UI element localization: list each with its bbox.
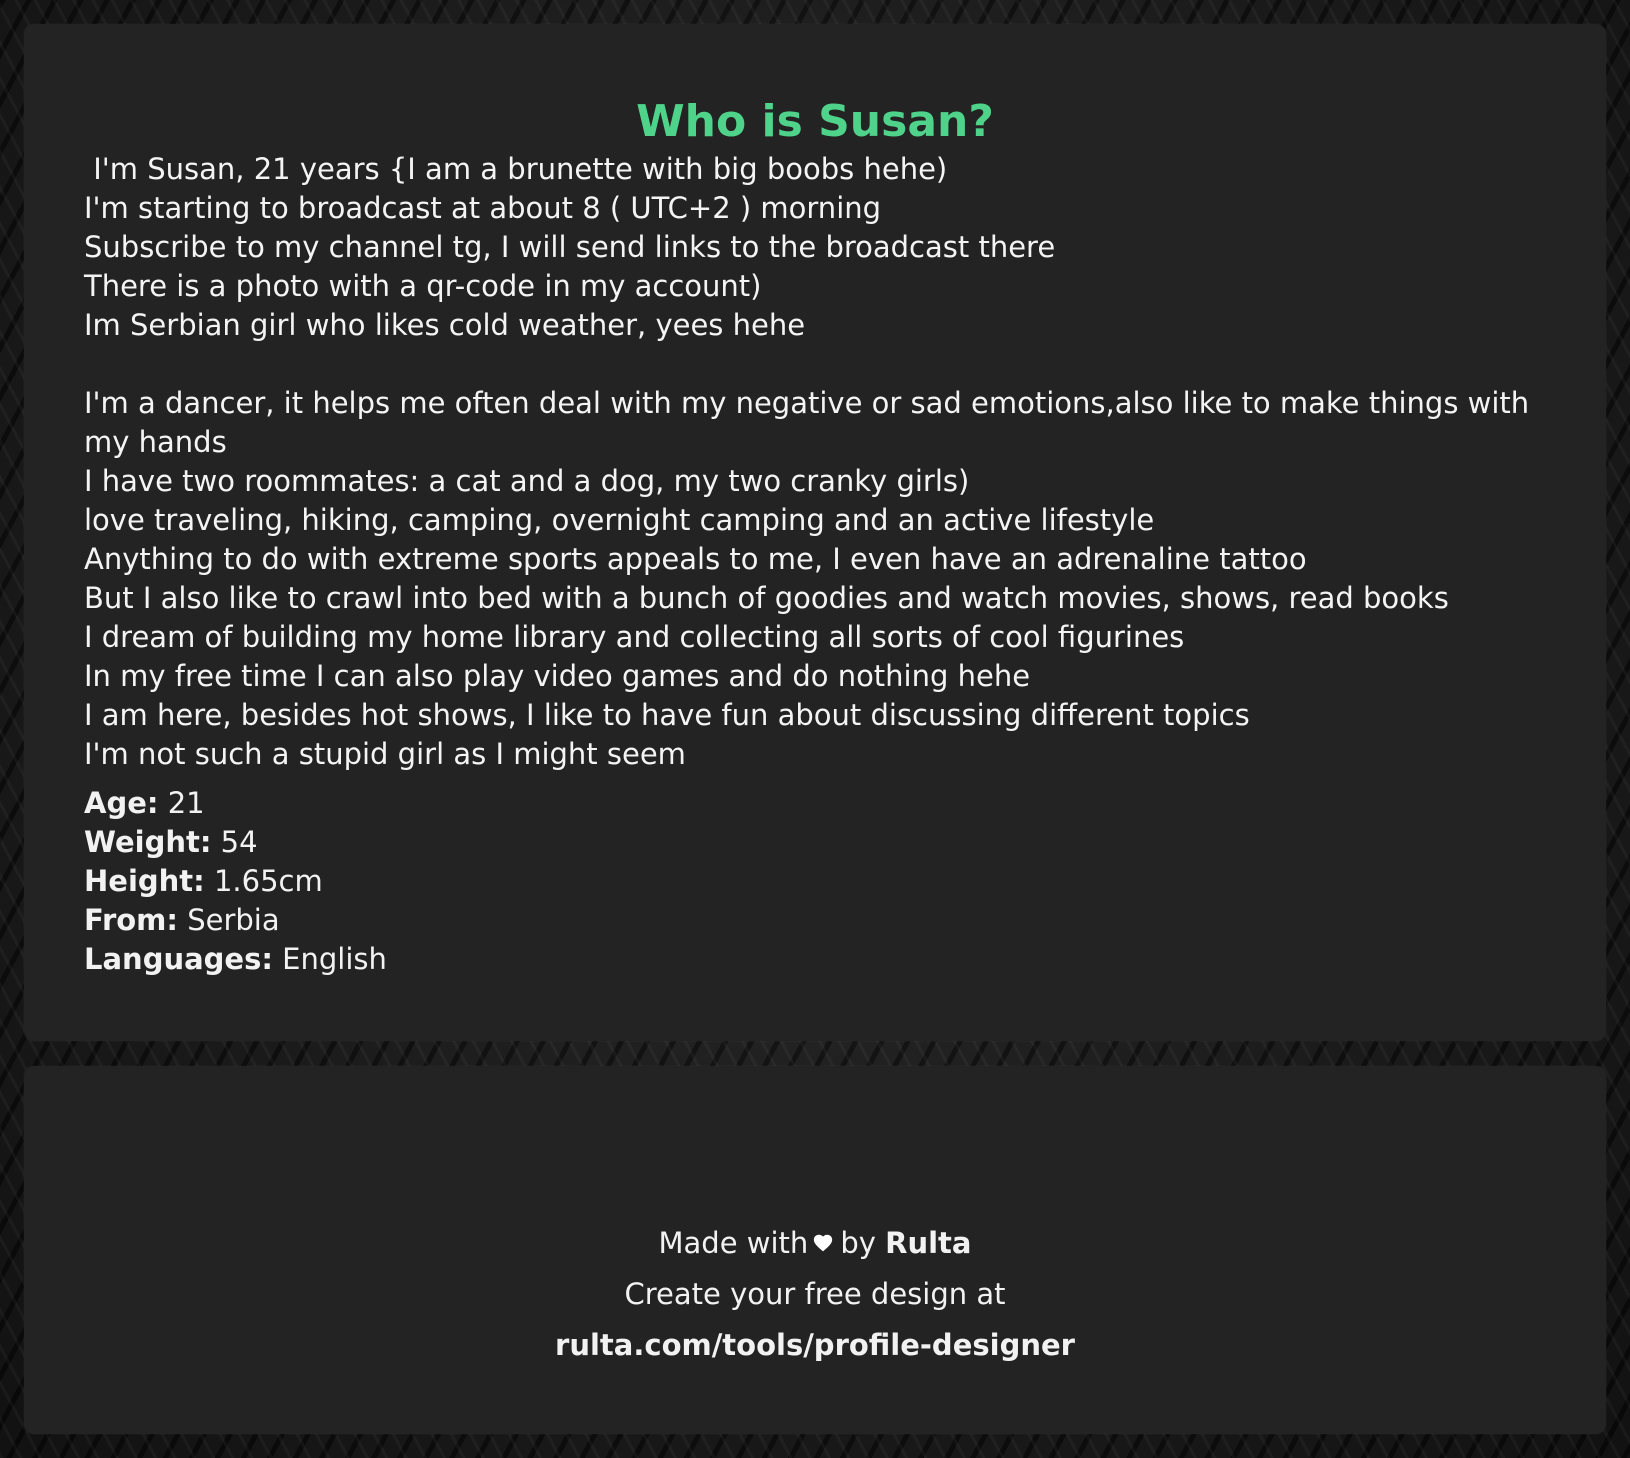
heart-icon — [812, 1232, 834, 1254]
stat-label: Languages: — [84, 942, 273, 976]
stat-value: 1.65cm — [213, 864, 323, 898]
stat-age — [84, 784, 1546, 823]
footer-panel — [24, 1066, 1606, 1434]
stats-list — [84, 784, 1546, 979]
stat-height — [84, 862, 1546, 901]
footer-credits — [24, 1218, 1606, 1371]
made-with-text: Made with — [658, 1226, 809, 1260]
stat-value: 54 — [220, 825, 258, 859]
stat-weight — [84, 823, 1546, 862]
stat-label: From: — [84, 903, 178, 937]
bio-text: I'm Susan, 21 years {I am a brunette with big boobs hehe) I'm starting to broadcast at about 8 ( UTC+2 ) morning Subscribe to my channel tg, I will send links to the broadcast there There is a photo with a qr-code in my account) Im Serbian girl who likes cold weather, yees hehe I'm a dancer, it helps me often deal with my negative or sad emotions,also like to make things with my hands I have two roommates: a cat and a dog, my two cranky girls) love traveling, hiking, camping, overnight camping and an active lifestyle Anything to do with extreme sports appeals to me, I even have an adrenaline tattoo But I also like to crawl into bed with a bunch of goodies and watch movies, shows, read books I dream of building my home library and collecting all sorts of cool figurines In my free time I can also play video games and do nothing hehe I am here, besides hot shows, I like to have fun about discussing different topics I'm not such a stupid girl as I might seem — [84, 152, 1530, 771]
stat-languages — [84, 940, 1546, 979]
profile-designer-link[interactable]: rulta.com/tools/profile-designer — [555, 1328, 1075, 1362]
create-text: Create your free design at — [624, 1277, 1006, 1311]
made-with-line — [24, 1218, 1606, 1269]
about-content — [24, 24, 1606, 979]
author-link[interactable]: Rulta — [885, 1226, 972, 1260]
stat-label: Height: — [84, 864, 205, 898]
about-panel — [24, 24, 1606, 1041]
stat-value: Serbia — [187, 903, 280, 937]
by-text: by — [840, 1226, 876, 1260]
stat-label: Age: — [84, 786, 159, 820]
stat-label: Weight: — [84, 825, 212, 859]
stat-from — [84, 901, 1546, 940]
stat-value: English — [282, 942, 387, 976]
stat-value: 21 — [167, 786, 205, 820]
about-title: Who is Susan? — [636, 96, 994, 147]
